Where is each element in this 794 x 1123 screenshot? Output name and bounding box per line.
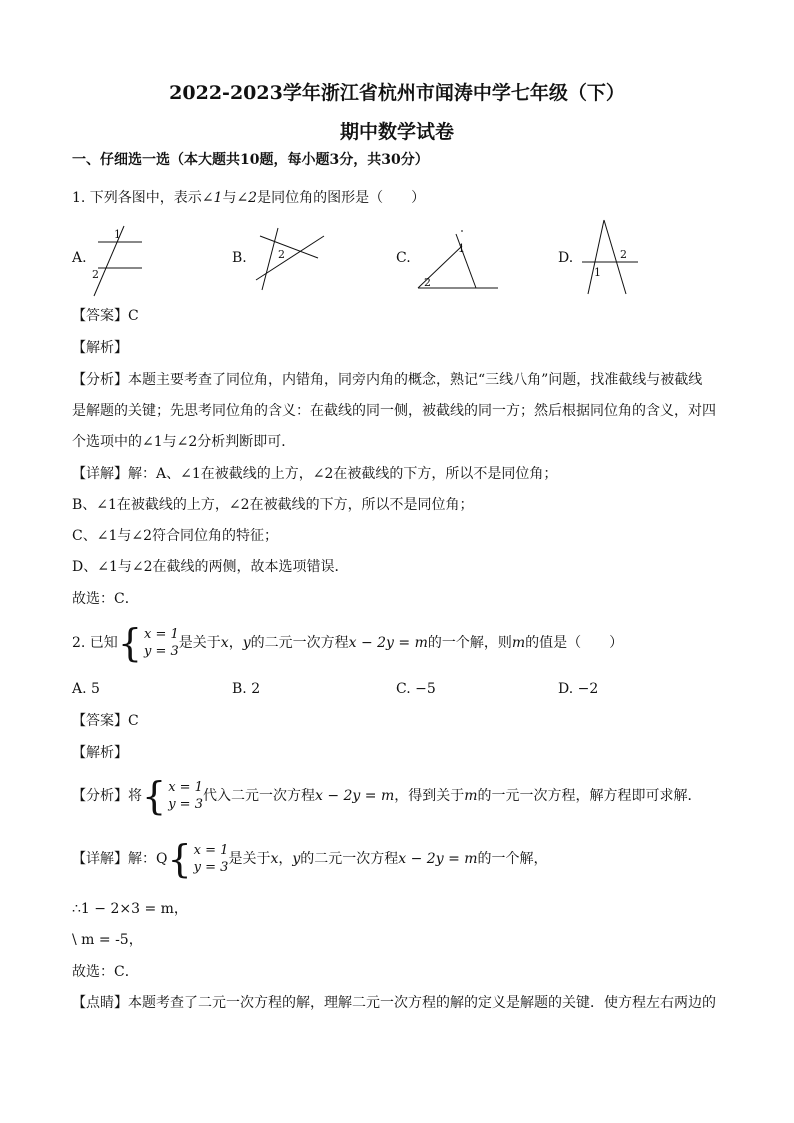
q2-detail-sys-bot: y = 3: [193, 860, 229, 875]
q1-figure-c: [412, 226, 504, 292]
q1-stem-pre: 1. 下列各图中，表示: [72, 190, 202, 206]
q2-fenxi-mid2: ，得到关于: [394, 788, 465, 804]
q1-detail-4: D、∠1与∠2在截线的两侧，故本选项错误．: [72, 559, 349, 575]
q2-comma: ，: [228, 635, 243, 651]
q2-step-1: ∴1 − 2×3 = m，: [72, 901, 188, 917]
fig-a-label-2: 2: [92, 268, 99, 281]
q2-detail-var-x: x: [270, 851, 279, 867]
q2-fenxi-system: { x = 1 y = 3: [142, 774, 203, 818]
q1-option-b: B.: [232, 250, 247, 266]
q2-step-2: \ m = -5，: [72, 932, 143, 948]
q2-option-d: D. −2: [558, 681, 599, 697]
q2-stem-mid2: 的二元一次方程: [250, 635, 349, 651]
section-heading: 一、仔细选一选（本大题共10题，每小题3分，共30分）: [72, 152, 429, 168]
exam-subtitle: 期中数学试卷: [339, 121, 454, 143]
q2-option-b: B. 2: [232, 681, 261, 697]
q2-fenxi-sys-top: x = 1: [168, 780, 203, 795]
q2-fenxi-var: m: [464, 788, 478, 804]
q2-stem-pre: 2. 已知: [72, 635, 118, 651]
q2-fenxi-sys-bot: y = 3: [168, 797, 203, 812]
fig-b-label-2: 2: [278, 248, 285, 261]
q2-detail-eq: x − 2y = m: [398, 851, 478, 867]
q2-detail-system: { x = 1 y = 3: [167, 837, 229, 881]
q1-fenxi-2: 是解题的关键；先思考同位角的含义：在截线的同一侧，被截线的同一方；然后根据同位角的含义，对四: [72, 403, 716, 419]
q1-stem-post: 是同位角的图形是（ ）: [257, 190, 426, 206]
q2-detail: [72, 837, 548, 881]
fig-d-label-1: 1: [594, 266, 601, 279]
q1-option-c: C.: [396, 250, 411, 266]
q2-var-m: m: [511, 635, 526, 651]
q2-fenxi-mid: 代入二元一次方程: [202, 788, 315, 804]
q2-stem-mid: 是关于: [178, 635, 221, 651]
q2-detail-comma: ，: [278, 851, 293, 867]
q2-option-c: C. −5: [396, 681, 436, 697]
q2-stem-post: 的值是（ ）: [525, 635, 624, 651]
q2-answer: 【答案】C: [72, 713, 139, 729]
q1-stem: [72, 188, 425, 208]
angle2: ∠2: [236, 190, 258, 206]
q1-option-a: A.: [72, 250, 87, 266]
q1-detail-2: B、∠1在被截线的上方，∠2在被截线的下方，所以不是同位角；: [72, 497, 474, 513]
q1-analysis-tag: 【解析】: [72, 340, 128, 356]
q1-fenxi-3: 个选项中的∠1与∠2分析判断即可．: [72, 434, 296, 450]
fig-a-label-1: 1: [114, 228, 121, 241]
q2-system: { x = 1 y = 3: [117, 621, 179, 665]
q2-detail-post: 的一个解，: [477, 851, 548, 867]
q1-figure-b: [250, 224, 330, 294]
q2-var-y: y: [242, 635, 251, 651]
q2-sys-top: x = 1: [144, 627, 179, 642]
q1-detail-1: 【详解】解：A、∠1在被截线的上方，∠2在被截线的下方，所以不是同位角；: [72, 466, 558, 482]
q1-answer: 【答案】C: [72, 308, 139, 324]
q1-option-d: D.: [558, 250, 574, 266]
q1-figure-d: [578, 218, 644, 296]
q1-stem-mid: 与: [222, 190, 237, 206]
q1-detail-3: C、∠1与∠2符合同位角的特征；: [72, 528, 278, 544]
q2-equation: x − 2y = m: [348, 635, 428, 651]
angle1: ∠1: [201, 190, 223, 206]
q2-fenxi: [72, 774, 702, 818]
fig-c-label-1: 1: [458, 242, 465, 255]
exam-title: 2022-2023学年浙江省杭州市闻涛中学七年级（下）: [169, 82, 625, 104]
q2-var-x: x: [220, 635, 229, 651]
q1-figure-a: [84, 222, 154, 300]
q2-fenxi-eq: x − 2y = m: [314, 788, 395, 804]
q2-detail-pre: 【详解】解：Q: [72, 851, 168, 867]
q1-choose: 故选：C．: [72, 591, 139, 607]
q2-fenxi-pre: 【分析】将: [72, 788, 142, 804]
q2-detail-mid2: 的二元一次方程: [300, 851, 399, 867]
q2-stem-mid3: 的一个解，则: [427, 635, 512, 651]
fig-c-label-2: 2: [424, 276, 431, 289]
q2-option-a: A. 5: [72, 681, 100, 697]
q1-fenxi-1: 【分析】本题主要考查了同位角，内错角，同旁内角的概念，熟记“三线八角”问题，找准截线与被截线: [72, 372, 703, 388]
q2-sys-bot: y = 3: [144, 644, 179, 659]
q2-stem: [72, 621, 624, 665]
q2-fenxi-post: 的一元一次方程，解方程即可求解．: [477, 788, 702, 804]
q2-detail-sys-top: x = 1: [193, 843, 229, 858]
q2-analysis-tag: 【解析】: [72, 745, 128, 761]
q2-detail-mid: 是关于: [228, 851, 271, 867]
q2-dianjing: 【点睛】本题考查了二元一次方程的解，理解二元一次方程的解的定义是解题的关键．使方程左右两边的: [72, 995, 716, 1011]
q2-detail-var-y: y: [292, 851, 301, 867]
q2-choose: 故选：C．: [72, 964, 139, 980]
fig-d-label-2: 2: [620, 248, 627, 261]
